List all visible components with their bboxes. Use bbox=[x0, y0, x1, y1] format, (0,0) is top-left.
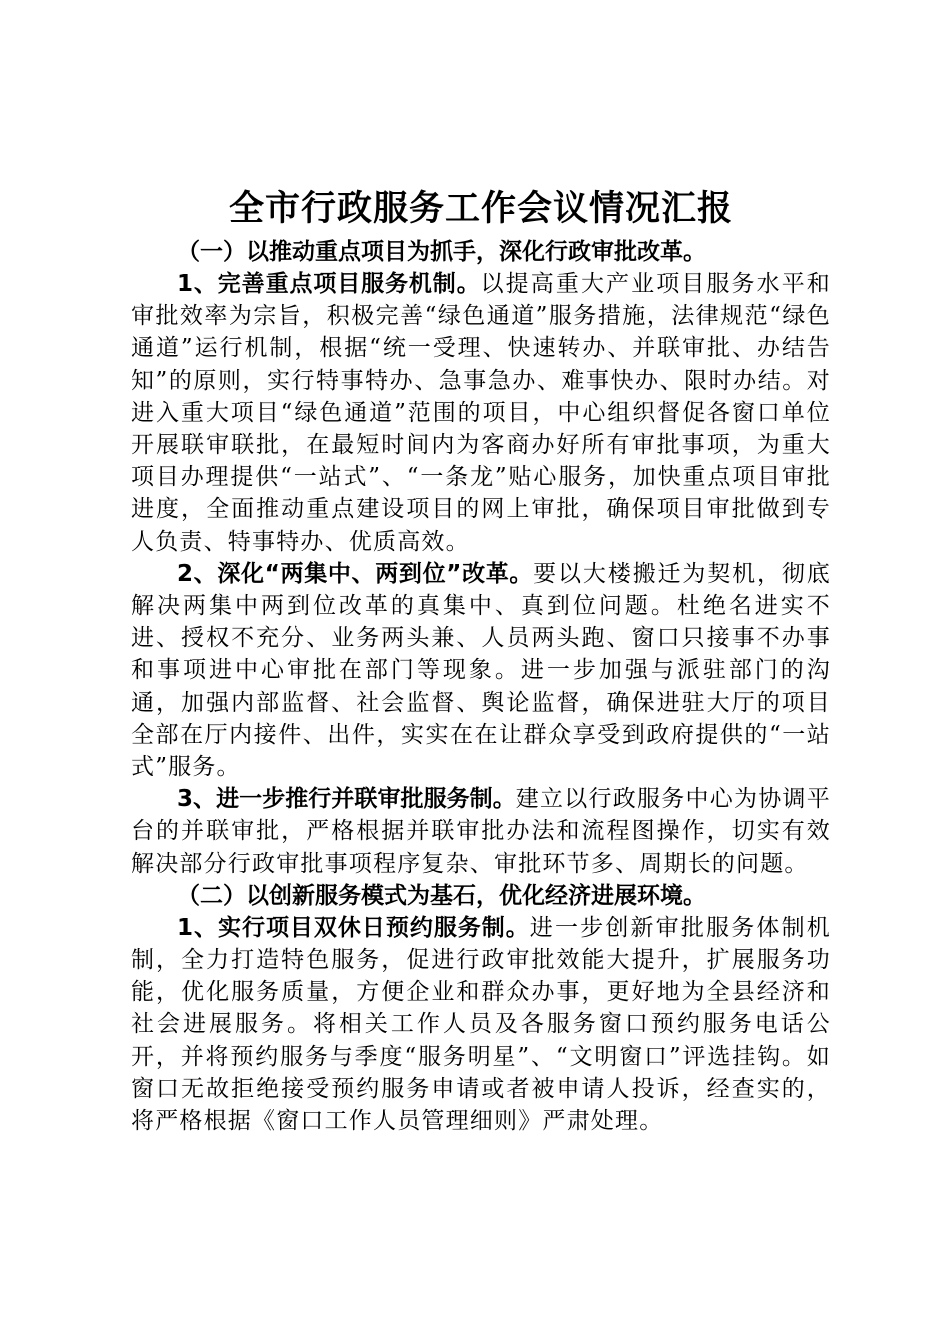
paragraph-lead: 2、深化“两集中、两到位”改革。 bbox=[177, 560, 534, 587]
paragraph-text: 建立以行政服务中心为协调平台的并联审批，严格根据并联审批办法和流程图操作，切实有效解决部分行政审批事项程序复杂、审批环节多、周期长的问题。 bbox=[131, 786, 831, 877]
paragraph-text: 要以大楼搬迁为契机，彻底解决两集中两到位改革的真集中、真到位问题。杜绝名进实不进、授权不充分、业务两头兼、人员两头跑、窗口只接事不办事和事项进中心审批在部门等现象。进一步加强与派驻部门的沟通，加强内部监督、社会监督、舆论监督，确保进驻大厅的项目全部在厅内接件、出件，实实在在让群众享受到政府提供的“一站式”服务。 bbox=[131, 560, 831, 781]
section-heading-1: （一）以推动重点项目为抓手，深化行政审批改革。 bbox=[177, 239, 706, 265]
document-page bbox=[131, 186, 831, 1137]
section-heading-2: （二）以创新服务模式为基石，优化经济进展环境。 bbox=[177, 882, 706, 909]
paragraph-1-3 bbox=[131, 783, 831, 880]
paragraph-1-1 bbox=[131, 268, 831, 558]
paragraph-text: 以提高重大产业项目服务水平和审批效率为宗旨，积极完善“绿色通道”服务措施，法律规范“绿色通道”运行机制，根据“统一受理、快速转办、并联审批、办结告知”的原则，实行特事特办、急事急办、难事快办、限时办结。对进入重大项目“绿色通道”范围的项目，中心组织督促各窗口单位开展联审联批，在最短时间内为客商办好所有审批事项，为重大项目办理提供“一站式”、“一条龙”贴心服务，加快重点项目审批进度，全面推动重点建设项目的网上审批，确保项目审批做到专人负责、特事特办、优质高效。 bbox=[131, 271, 831, 555]
paragraph-lead: 1、完善重点项目服务机制。 bbox=[177, 271, 481, 297]
paragraph-lead: 3、进一步推行并联审批服务制。 bbox=[177, 786, 516, 813]
paragraph-1-2 bbox=[131, 558, 831, 783]
paragraph-text: 进一步创新审批服务体制机制，全力打造特色服务，促进行政审批效能大提升，扩展服务功能，优化服务质量，方便企业和群众办事，更好地为全县经济和社会进展服务。将相关工作人员及各服务窗口预约服务电话公开，并将预约服务与季度“服务明星”、“文明窗口”评选挂钩。如窗口无故拒绝接受预约服务申请或者被申请人投诉，经查实的，将严格根据《窗口工作人员管理细则》严肃处理。 bbox=[131, 914, 831, 1135]
paragraph-2-1 bbox=[131, 912, 831, 1137]
paragraph-lead: 1、实行项目双休日预约服务制。 bbox=[177, 914, 530, 941]
document-title: 全市行政服务工作会议情况汇报 bbox=[228, 189, 733, 229]
